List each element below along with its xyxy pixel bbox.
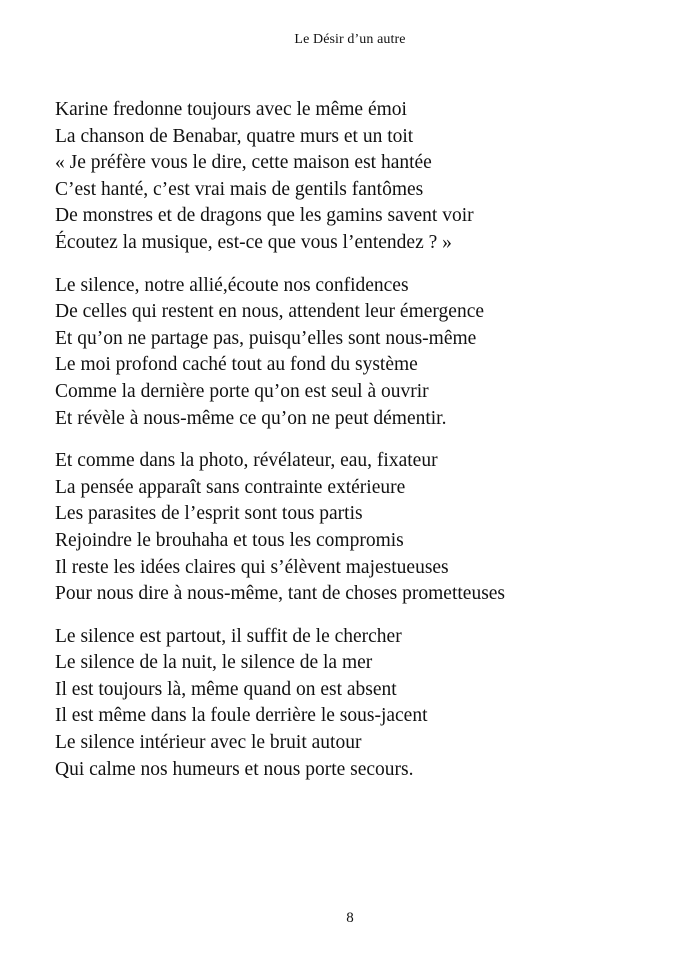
poem-line: « Je préfère vous le dire, cette maison est hantée <box>55 152 432 174</box>
stanza-2 <box>55 273 675 433</box>
poem-line: Qui calme nos humeurs et nous porte secours. <box>55 758 414 780</box>
poem-line: Il est même dans la foule derrière le sous-jacent <box>55 705 428 727</box>
poem-line: De monstres et de dragons que les gamins savent voir <box>55 205 474 227</box>
poem-line: Et comme dans la photo, révélateur, eau, fixateur <box>55 450 438 472</box>
poem-line: Et qu’on ne partage pas, puisqu’elles sont nous-même <box>55 327 477 349</box>
stanza-1 <box>55 97 675 257</box>
poem-line: Les parasites de l’esprit sont tous partis <box>55 503 363 525</box>
poem-line: Karine fredonne toujours avec le même émoi <box>55 99 407 120</box>
poem-line: C’est hanté, c’est vrai mais de gentils fantômes <box>55 178 424 200</box>
poem-line: La chanson de Benabar, quatre murs et un toit <box>55 125 414 147</box>
poem-line: Le silence est partout, il suffit de le chercher <box>55 625 402 647</box>
poem-line: Le moi profond caché tout au fond du système <box>55 354 418 376</box>
stanza-4 <box>55 624 675 784</box>
poem-line: La pensée apparaît sans contrainte extérieure <box>55 476 406 498</box>
poem-line: Et révèle à nous-même ce qu’on ne peut démentir. <box>55 407 447 429</box>
poem-line: Il est toujours là, même quand on est absent <box>55 678 397 700</box>
poem-line: Le silence intérieur avec le bruit autour <box>55 732 362 754</box>
poem-line: De celles qui restent en nous, attendent leur émergence <box>55 301 485 323</box>
poem-line: Il reste les idées claires qui s’élèvent majestueuses <box>55 556 449 578</box>
poem-line: Le silence, notre allié,écoute nos confidences <box>55 274 409 296</box>
stanza-3 <box>55 448 675 608</box>
poem-line: Pour nous dire à nous-même, tant de choses prometteuses <box>55 583 506 605</box>
poem-line: Rejoindre le brouhaha et tous les compromis <box>55 529 404 551</box>
poem-line: Écoutez la musique, est-ce que vous l’entendez ? » <box>55 231 452 253</box>
running-header: Le Désir d’un autre <box>294 32 406 47</box>
poem-line: Le silence de la nuit, le silence de la mer <box>55 652 373 674</box>
poem <box>55 97 675 799</box>
poem-line: Comme la dernière porte qu’on est seul à ouvrir <box>55 380 429 402</box>
page-number: 8 <box>346 910 354 926</box>
